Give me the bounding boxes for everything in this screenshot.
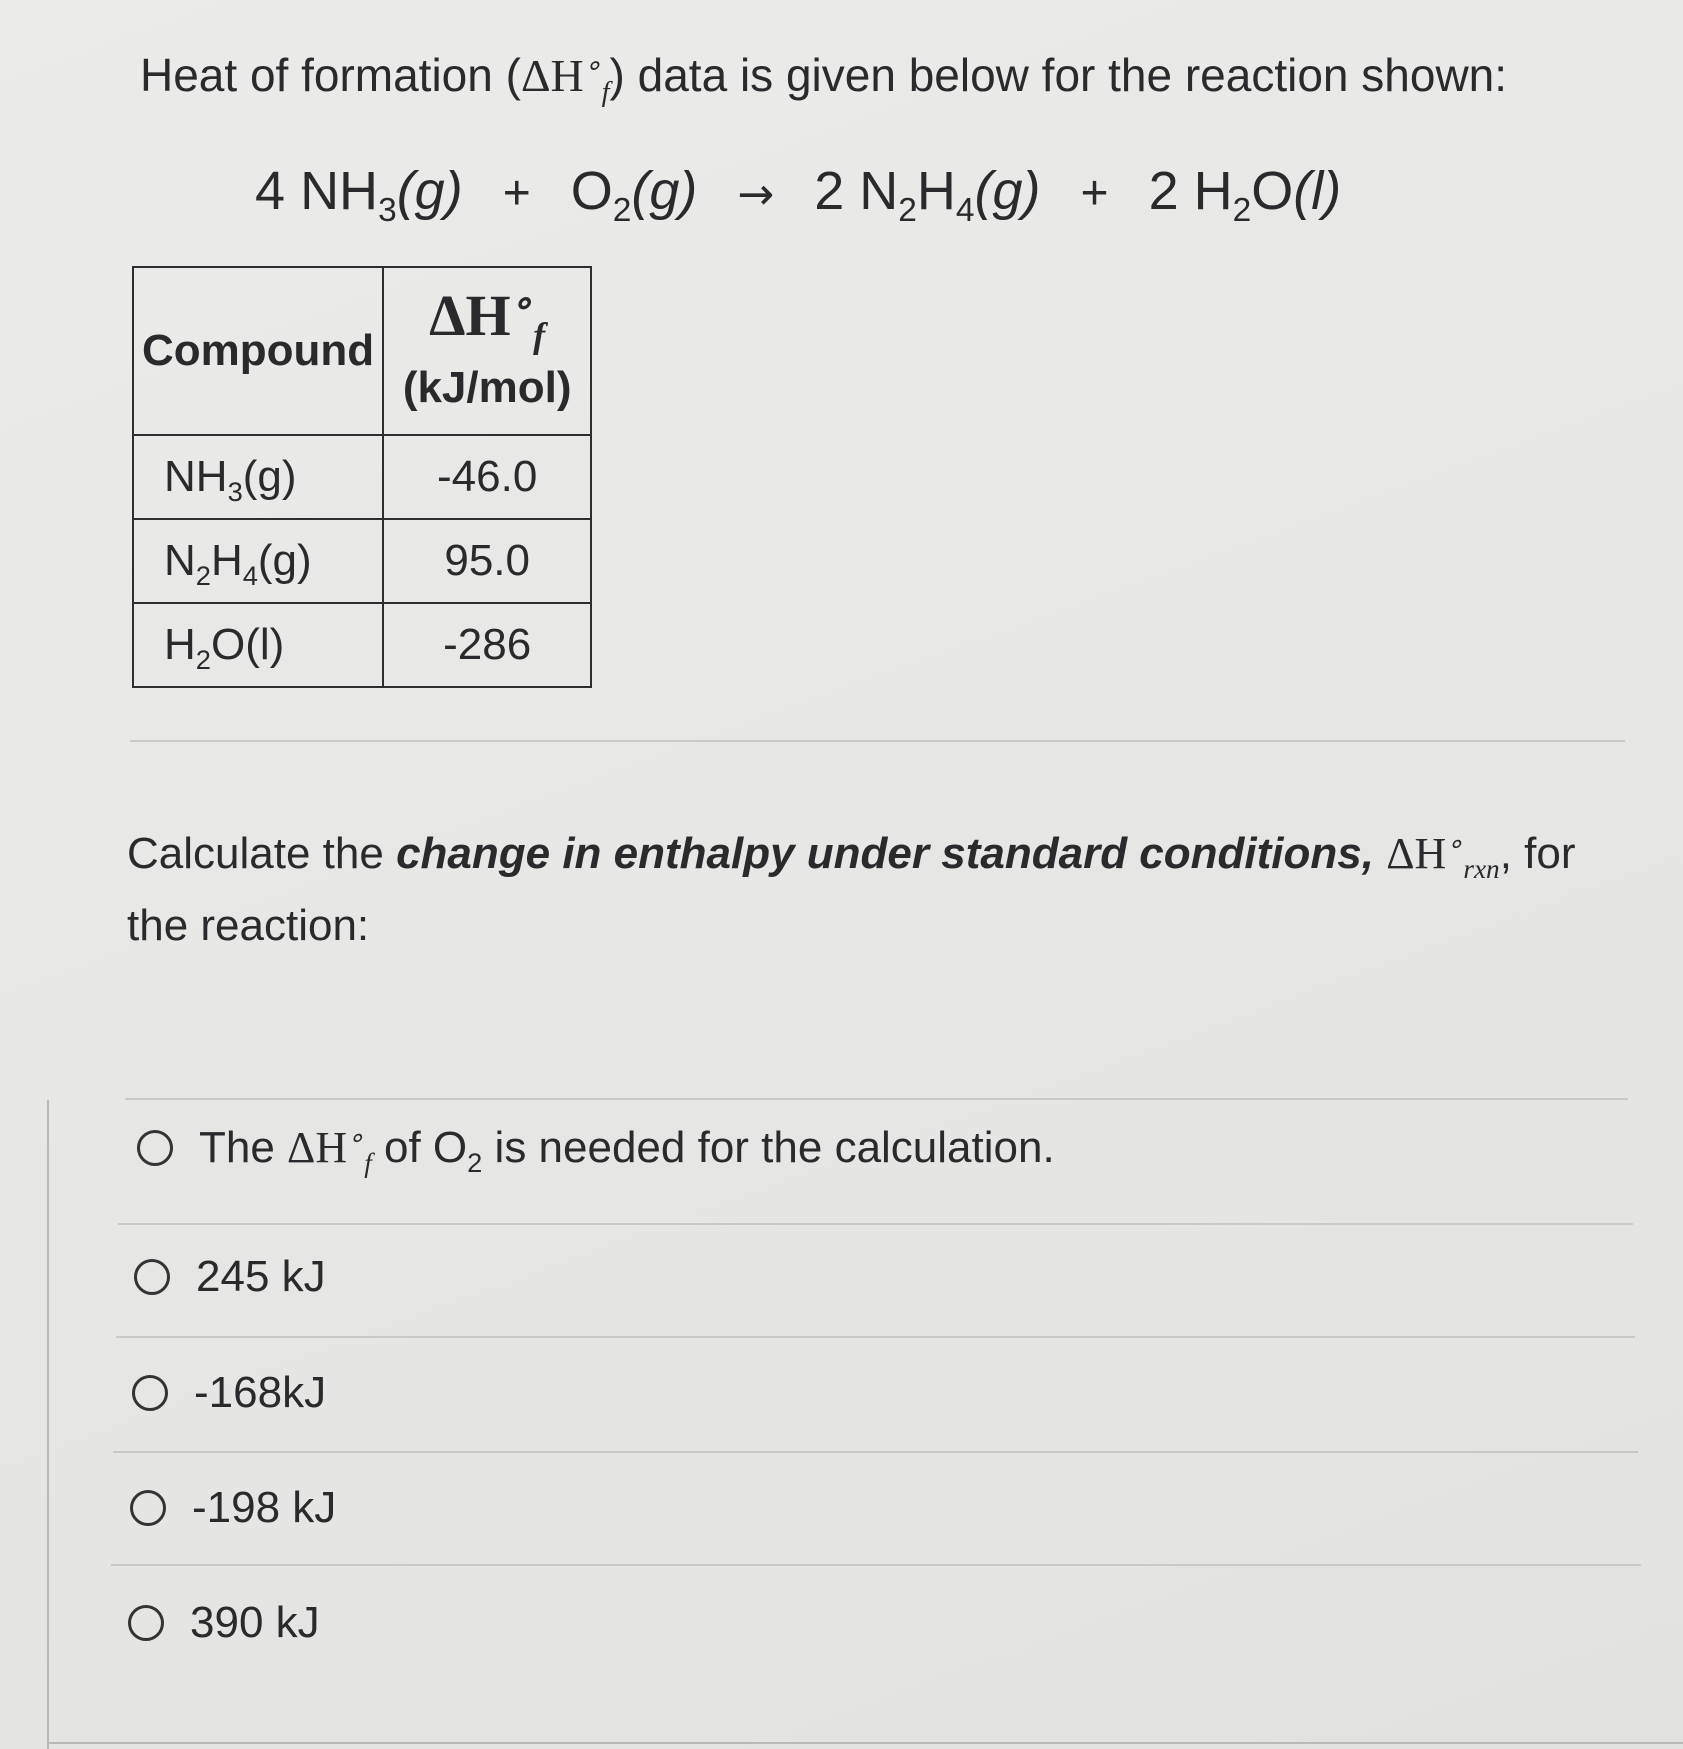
option-label: 390 kJ xyxy=(190,1598,320,1647)
value-cell: 95.0 xyxy=(383,519,591,603)
option-label: -168kJ xyxy=(194,1368,327,1417)
option-label: -198 kJ xyxy=(192,1483,337,1532)
divider xyxy=(113,1451,1638,1453)
arrow-icon: → xyxy=(737,169,775,220)
answer-option-o2-needed[interactable] xyxy=(137,1122,1055,1178)
question-text: Calculate the change in enthalpy under standard conditions, $\Delta H^\circ_{rxn}$, for the reaction: xyxy=(127,828,1576,950)
value-cell: -286 xyxy=(383,603,591,687)
divider xyxy=(130,740,1625,742)
compound-cell: $NH_3(g)$ xyxy=(133,435,383,519)
table-row xyxy=(133,603,591,687)
value-cell: -46.0 xyxy=(383,435,591,519)
reaction-equation: 4 $NH_3(g) + O_2(g) \to 2$ $N_2H_4(g) + 2$ $H_2O(l)$ xyxy=(255,161,1342,229)
answer-option-245[interactable] xyxy=(134,1252,326,1302)
answer-option-minus-168[interactable] xyxy=(132,1368,326,1418)
divider xyxy=(125,1098,1628,1100)
compound-cell: $H_2O(l)$ xyxy=(133,603,383,687)
divider xyxy=(116,1336,1635,1338)
compound-cell: $N_2H_4(g)$ xyxy=(133,519,383,603)
left-border xyxy=(47,1100,49,1749)
radio-button[interactable] xyxy=(137,1130,173,1166)
radio-button[interactable] xyxy=(130,1490,166,1526)
divider xyxy=(118,1223,1633,1225)
radio-button[interactable] xyxy=(134,1259,170,1295)
dh-header: $\Delta H^\circ_f$ (kJ/mol) xyxy=(383,267,591,435)
compound-header: Compound xyxy=(133,267,383,435)
divider xyxy=(111,1564,1641,1566)
answer-option-390[interactable] xyxy=(128,1598,320,1648)
answer-option-minus-198[interactable] xyxy=(130,1483,336,1533)
bottom-border xyxy=(47,1742,1683,1744)
option-label: The $\Delta H^\circ_f$ of $O_2$ is needed for the calculation. xyxy=(199,1122,1055,1178)
table-row xyxy=(133,519,591,603)
header-text: Heat of formation $(\Delta H^\circ_f)$ data is given below for the reaction shown: xyxy=(140,49,1508,109)
radio-button[interactable] xyxy=(128,1605,164,1641)
radio-button[interactable] xyxy=(132,1375,168,1411)
table-header-row xyxy=(133,267,591,435)
option-label: 245 kJ xyxy=(196,1252,326,1301)
delta-h-symbol: $\Delta H^\circ_f$ xyxy=(520,50,610,109)
table-row xyxy=(133,435,591,519)
heat-of-formation-table xyxy=(132,266,592,688)
